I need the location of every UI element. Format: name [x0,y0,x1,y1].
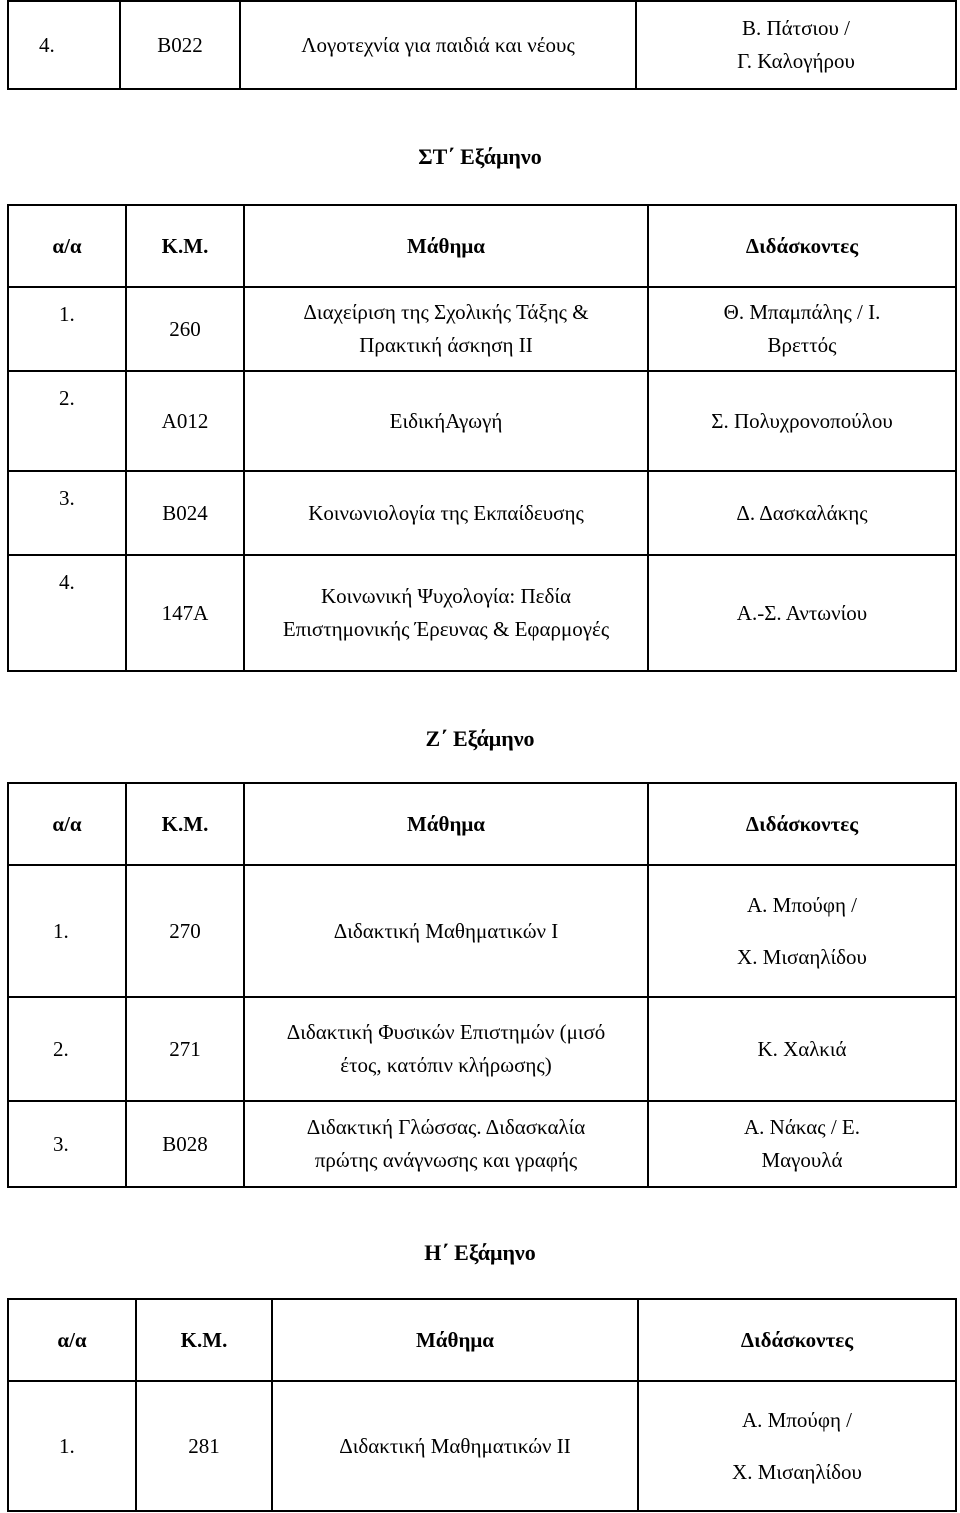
header-aa: α/α [8,205,126,287]
semester-title: Ζ΄ Εξάμηνο [425,726,535,751]
header-course: Μάθημα [244,783,648,865]
course-teachers: Κ. Χαλκιά [648,997,956,1101]
header-aa: α/α [8,783,126,865]
row-number: 2. [8,371,126,471]
course-title: Διαχείριση της Σχολικής Τάξης & Πρακτική άσκηση ΙΙ [244,287,648,371]
table-header-row [8,1299,956,1381]
semester-title: ΣΤ΄ Εξάμηνο [418,144,542,169]
course-title: Διδακτική Φυσικών Επιστημών (μισό έτος, κατόπιν κλήρωσης) [244,997,648,1101]
row-number: 1. [8,865,126,997]
course-title: Κοινωνιολογία της Εκπαίδευσης [244,471,648,555]
header-code: Κ.Μ. [136,1299,272,1381]
course-code: 281 [136,1381,272,1511]
table-row [8,555,956,671]
header-code: Κ.Μ. [126,205,244,287]
row-number: 4. [8,555,126,671]
row-number: 4. [8,1,120,89]
header-course: Μάθημα [272,1299,638,1381]
course-teachers: Α. Μπούφη / Χ. Μισαηλίδου [638,1381,956,1511]
table-row [8,1101,956,1187]
course-title: Διδακτική Γλώσσας. Διδασκαλία πρώτης ανάγνωσης και γραφής [244,1101,648,1187]
course-title: Κοινωνική Ψυχολογία: Πεδία Επιστημονικής Έρευνας & Εφαρμογές [244,555,648,671]
course-teachers: Δ. Δασκαλάκης [648,471,956,555]
row-number: 2. [8,997,126,1101]
course-teachers: Α. Μπούφη / Χ. Μισαηλίδου [648,865,956,997]
table-row [8,865,956,997]
table-row [8,1,956,89]
course-code: 260 [126,287,244,371]
course-teachers: Θ. Μπαμπάλης / Ι. Βρεττός [648,287,956,371]
row-number: 1. [8,287,126,371]
table-row [8,371,956,471]
course-teachers: Β. Πάτσιου / Γ. Καλογήρου [636,1,956,89]
course-code: 270 [126,865,244,997]
header-code: Κ.Μ. [126,783,244,865]
course-code: Β022 [120,1,240,89]
course-teachers: Α. Νάκας / Ε. Μαγουλά [648,1101,956,1187]
row-number: 1. [8,1381,136,1511]
header-course: Μάθημα [244,205,648,287]
course-code: Α012 [126,371,244,471]
table-row [8,471,956,555]
course-title: Λογοτεχνία για παιδιά και νέους [240,1,636,89]
table-header-row [8,783,956,865]
course-code: Β024 [126,471,244,555]
semester-8-table [7,1298,957,1512]
table-row [8,997,956,1101]
course-title: Διδακτική Μαθηματικών ΙΙ [272,1381,638,1511]
course-title: Διδακτική Μαθηματικών Ι [244,865,648,997]
header-teachers: Διδάσκοντες [648,205,956,287]
semester-7-table [7,782,957,1188]
header-aa: α/α [8,1299,136,1381]
course-code: Β028 [126,1101,244,1187]
top-table [7,0,957,90]
course-code: 147Α [126,555,244,671]
course-code: 271 [126,997,244,1101]
semester-6-table [7,204,957,672]
table-row [8,287,956,371]
header-teachers: Διδάσκοντες [648,783,956,865]
course-title: ΕιδικήΑγωγή [244,371,648,471]
course-teachers: Σ. Πολυχρονοπούλου [648,371,956,471]
table-row [8,1381,956,1511]
header-teachers: Διδάσκοντες [638,1299,956,1381]
semester-title: Η΄ Εξάμηνο [424,1240,536,1265]
course-teachers: Α.-Σ. Αντωνίου [648,555,956,671]
row-number: 3. [8,471,126,555]
table-header-row [8,205,956,287]
row-number: 3. [8,1101,126,1187]
